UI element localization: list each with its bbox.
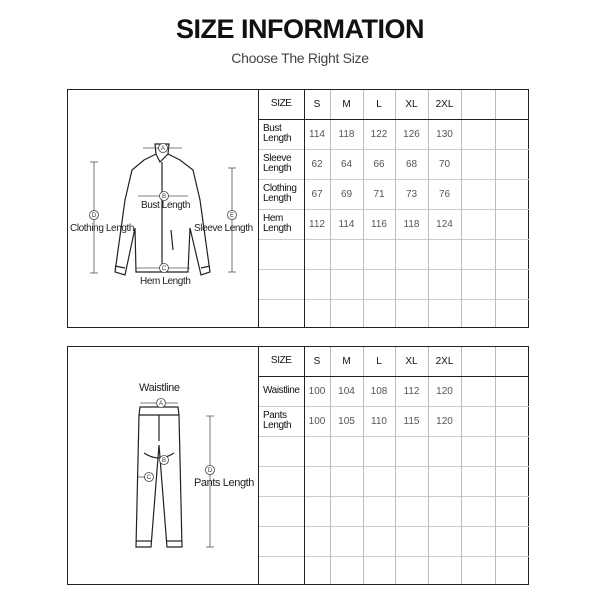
empty-cell <box>395 299 428 327</box>
empty-cell <box>495 119 529 149</box>
table-cell: 67 <box>304 179 330 209</box>
bottom-size-table <box>259 347 529 584</box>
empty-cell <box>461 209 495 239</box>
empty-cell <box>428 269 461 299</box>
header-2xl: 2XL <box>428 347 461 376</box>
table-row <box>259 466 529 496</box>
empty-cell <box>461 376 495 406</box>
marker-a: A <box>158 401 164 408</box>
empty-cell <box>428 556 461 584</box>
table-row <box>259 556 529 584</box>
table-row <box>259 119 529 149</box>
empty-cell <box>495 376 529 406</box>
empty-cell <box>461 239 495 269</box>
empty-cell <box>395 466 428 496</box>
empty-cell <box>363 526 395 556</box>
empty-cell <box>304 496 330 526</box>
empty-cell <box>428 436 461 466</box>
table-cell: 100 <box>304 406 330 436</box>
empty-cell <box>461 269 495 299</box>
table-cell: 105 <box>330 406 363 436</box>
top-size-chart <box>67 89 529 328</box>
empty-cell <box>330 496 363 526</box>
table-cell: 114 <box>304 119 330 149</box>
header-s: S <box>304 347 330 376</box>
header-size: SIZE <box>259 90 304 119</box>
table-row <box>259 376 529 406</box>
table-row <box>259 406 529 436</box>
bust-length-label: Bust Length <box>141 200 190 211</box>
empty-cell <box>428 299 461 327</box>
table-row <box>259 526 529 556</box>
empty-cell <box>259 269 304 299</box>
marker-d: D <box>207 468 213 475</box>
header-l: L <box>363 347 395 376</box>
table-cell: 66 <box>363 149 395 179</box>
table-cell: 70 <box>428 149 461 179</box>
empty-cell <box>495 299 529 327</box>
empty-cell <box>330 299 363 327</box>
page-title: SIZE INFORMATION <box>176 14 424 44</box>
empty-cell <box>461 299 495 327</box>
table-row <box>259 239 529 269</box>
jacket-illustration <box>68 90 259 327</box>
table-cell: 73 <box>395 179 428 209</box>
marker-c: C <box>146 475 152 482</box>
empty-cell <box>495 209 529 239</box>
empty-cell <box>428 526 461 556</box>
table-cell: 69 <box>330 179 363 209</box>
empty-cell <box>461 436 495 466</box>
table-cell: 118 <box>395 209 428 239</box>
empty-cell <box>461 466 495 496</box>
empty-cell <box>259 496 304 526</box>
table-cell: 118 <box>330 119 363 149</box>
empty-cell <box>259 466 304 496</box>
empty-cell <box>363 556 395 584</box>
row-label: Sleeve Length <box>259 149 304 179</box>
empty-cell <box>363 299 395 327</box>
row-label: Clothing Length <box>259 179 304 209</box>
sleeve-length-label: Sleeve Length <box>194 223 253 234</box>
empty-cell <box>259 526 304 556</box>
table-cell: 104 <box>330 376 363 406</box>
pants-length-label: Pants Length <box>194 477 255 489</box>
empty-cell <box>395 436 428 466</box>
empty-cell <box>495 406 529 436</box>
header-m: M <box>330 90 363 119</box>
empty-cell <box>395 526 428 556</box>
table-row <box>259 179 529 209</box>
empty-cell <box>363 496 395 526</box>
table-cell: 126 <box>395 119 428 149</box>
table-cell: 100 <box>304 376 330 406</box>
empty-cell <box>461 526 495 556</box>
empty-cell <box>495 90 529 119</box>
header-xl: XL <box>395 90 428 119</box>
table-header-row <box>259 90 529 119</box>
empty-cell <box>259 436 304 466</box>
empty-cell <box>259 239 304 269</box>
row-label: Waistline <box>259 376 304 406</box>
empty-cell <box>363 269 395 299</box>
empty-cell <box>461 179 495 209</box>
header-2xl: 2XL <box>428 90 461 119</box>
table-row <box>259 299 529 327</box>
empty-cell <box>330 466 363 496</box>
empty-cell <box>495 556 529 584</box>
marker-a: A <box>160 146 166 153</box>
header-s: S <box>304 90 330 119</box>
empty-cell <box>363 436 395 466</box>
marker-b: B <box>161 458 167 465</box>
empty-cell <box>461 347 495 376</box>
table-cell: 115 <box>395 406 428 436</box>
empty-cell <box>330 526 363 556</box>
row-label: Hem Length <box>259 209 304 239</box>
empty-cell <box>330 269 363 299</box>
empty-cell <box>461 149 495 179</box>
empty-cell <box>428 496 461 526</box>
empty-cell <box>495 149 529 179</box>
table-cell: 112 <box>304 209 330 239</box>
table-cell: 122 <box>363 119 395 149</box>
bottom-size-chart <box>67 346 529 585</box>
empty-cell <box>495 496 529 526</box>
empty-cell <box>304 556 330 584</box>
empty-cell <box>461 90 495 119</box>
empty-cell <box>363 466 395 496</box>
marker-e: E <box>229 213 235 220</box>
empty-cell <box>395 269 428 299</box>
table-cell: 108 <box>363 376 395 406</box>
empty-cell <box>304 269 330 299</box>
table-cell: 76 <box>428 179 461 209</box>
empty-cell <box>304 526 330 556</box>
empty-cell <box>495 436 529 466</box>
header-m: M <box>330 347 363 376</box>
pants-illustration <box>68 347 259 584</box>
empty-cell <box>330 239 363 269</box>
table-row <box>259 149 529 179</box>
empty-cell <box>363 239 395 269</box>
table-cell: 116 <box>363 209 395 239</box>
empty-cell <box>304 299 330 327</box>
table-cell: 114 <box>330 209 363 239</box>
empty-cell <box>461 406 495 436</box>
table-cell: 120 <box>428 376 461 406</box>
empty-cell <box>395 556 428 584</box>
empty-cell <box>495 466 529 496</box>
empty-cell <box>495 179 529 209</box>
empty-cell <box>428 466 461 496</box>
empty-cell <box>495 347 529 376</box>
table-cell: 71 <box>363 179 395 209</box>
empty-cell <box>304 436 330 466</box>
table-row <box>259 436 529 466</box>
empty-cell <box>259 556 304 584</box>
empty-cell <box>461 119 495 149</box>
empty-cell <box>495 269 529 299</box>
empty-cell <box>330 436 363 466</box>
header-l: L <box>363 90 395 119</box>
empty-cell <box>428 239 461 269</box>
marker-b: B <box>161 194 167 201</box>
header-xl: XL <box>395 347 428 376</box>
hem-length-label: Hem Length <box>140 276 191 287</box>
empty-cell <box>259 299 304 327</box>
table-cell: 112 <box>395 376 428 406</box>
empty-cell <box>395 239 428 269</box>
table-row <box>259 269 529 299</box>
table-cell: 110 <box>363 406 395 436</box>
table-row <box>259 209 529 239</box>
table-cell: 64 <box>330 149 363 179</box>
table-header-row <box>259 347 529 376</box>
table-cell: 120 <box>428 406 461 436</box>
table-cell: 130 <box>428 119 461 149</box>
empty-cell <box>461 496 495 526</box>
empty-cell <box>330 556 363 584</box>
table-row <box>259 496 529 526</box>
marker-d: D <box>91 213 97 220</box>
waistline-label: Waistline <box>139 382 180 394</box>
row-label: Bust Length <box>259 119 304 149</box>
table-cell: 124 <box>428 209 461 239</box>
page-subtitle: Choose The Right Size <box>231 50 369 66</box>
empty-cell <box>495 526 529 556</box>
table-cell: 68 <box>395 149 428 179</box>
marker-c: C <box>161 266 167 273</box>
clothing-length-label: Clothing Length <box>70 223 135 234</box>
top-size-table <box>259 90 529 327</box>
table-cell: 62 <box>304 149 330 179</box>
empty-cell <box>304 239 330 269</box>
empty-cell <box>304 466 330 496</box>
header-size: SIZE <box>259 347 304 376</box>
row-label: Pants Length <box>259 406 304 436</box>
empty-cell <box>395 496 428 526</box>
empty-cell <box>495 239 529 269</box>
empty-cell <box>461 556 495 584</box>
